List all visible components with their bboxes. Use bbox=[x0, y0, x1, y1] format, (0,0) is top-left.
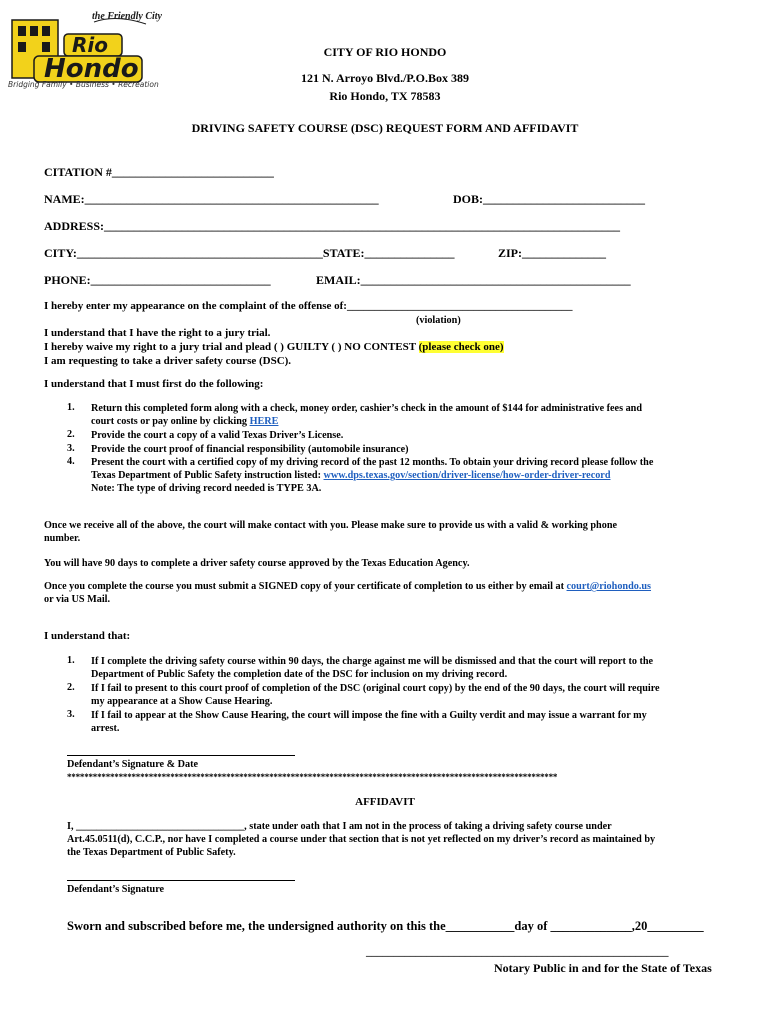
notary-signature-line[interactable]: _______________________________________________________ bbox=[366, 946, 669, 958]
plea-line bbox=[44, 341, 504, 353]
city-name: CITY OF RIO HONDO bbox=[323, 45, 447, 59]
defendant-signature-line[interactable] bbox=[67, 880, 295, 881]
understand-text: my appearance at a Show Cause Hearing. bbox=[91, 696, 273, 707]
requirement-text-prefix: court costs or pay online by clicking bbox=[91, 416, 250, 427]
requirement-text: Present the court with a certified copy of my driving record of the past 12 months. To obtain your driving record please follow the bbox=[91, 457, 654, 468]
requirements-intro: I understand that I must first do the following: bbox=[44, 378, 264, 390]
requirement-number: 4. bbox=[67, 456, 75, 467]
requirement-text-cont bbox=[91, 415, 642, 428]
form-title: DRIVING SAFETY COURSE (DSC) REQUEST FORM AND AFFIDAVIT bbox=[191, 121, 579, 135]
requirement-item bbox=[91, 402, 642, 428]
contact-notice-line: Once we receive all of the above, the court will make contact with you. Please make sure to provide us with a valid & working phone bbox=[44, 520, 618, 531]
city-state-field[interactable]: CITY:_________________________________________STATE:_______________ bbox=[44, 246, 455, 260]
affidavit-text: Art.45.0511(d), C.C.P., nor have I completed a course under that section that is not yet reflected on my driver’s record as maintained by bbox=[67, 834, 656, 845]
affidavit-text[interactable]: I, _________________________________, state under oath that I am not in the process of taking a driving safety course under bbox=[67, 821, 612, 832]
affidavit-title: AFFIDAVIT bbox=[355, 796, 415, 808]
requirement-number: 2. bbox=[67, 429, 75, 440]
address-field[interactable]: ADDRESS:______________________________________________________________________________________ bbox=[44, 219, 621, 233]
requirement-number: 3. bbox=[67, 443, 75, 454]
pay-online-link[interactable]: HERE bbox=[249, 416, 279, 427]
requirement-text-cont bbox=[91, 469, 653, 482]
logo-word-rio: Rio bbox=[72, 33, 108, 57]
plea-options[interactable]: I hereby waive my right to a jury trial and plead ( ) GUILTY ( ) NO CONTEST bbox=[44, 341, 419, 353]
citation-field[interactable]: CITATION #___________________________ bbox=[44, 165, 274, 179]
understand-number: 2. bbox=[67, 682, 75, 693]
understand-number: 1. bbox=[67, 655, 75, 666]
understand-intro: I understand that: bbox=[44, 630, 131, 642]
city-address-line2: Rio Hondo, TX 78583 bbox=[329, 89, 441, 103]
understand-text: If I fail to appear at the Show Cause Hearing, the court will impose the fine with a Guilty verdit and may issue a warrant for my bbox=[91, 710, 647, 721]
affidavit-text: the Texas Department of Public Safety. bbox=[67, 847, 236, 858]
email-field[interactable]: EMAIL:_____________________________________________ bbox=[316, 273, 631, 287]
zip-field[interactable]: ZIP:______________ bbox=[498, 246, 606, 260]
contact-notice-line: number. bbox=[44, 533, 81, 544]
sworn-statement[interactable]: Sworn and subscribed before me, the undersigned authority on this the___________day of _____________,20_________ bbox=[67, 919, 704, 933]
requirement-note: Note: The type of driving record needed is TYPE 3A. bbox=[91, 483, 322, 494]
logo-tagline-top: the Friendly City bbox=[92, 11, 162, 22]
ninety-days-notice: You will have 90 days to complete a driver safety course approved by the Texas Education Agency. bbox=[44, 558, 470, 569]
defendant-signature-date-line[interactable] bbox=[67, 755, 295, 756]
requirement-number: 1. bbox=[67, 402, 75, 413]
understand-text: arrest. bbox=[91, 723, 120, 734]
submit-notice-text: Once you complete the course you must submit a SIGNED copy of your certificate of completion to us either by email at bbox=[44, 581, 567, 592]
dob-field[interactable]: DOB:___________________________ bbox=[453, 192, 645, 206]
requirement-text: Provide the court a copy of a valid Texas Driver’s License. bbox=[91, 430, 344, 441]
understand-text: Department of Public Safety the completion date of the DSC for inclusion on my driving record. bbox=[91, 669, 508, 680]
section-separator: ****************************************************************************************************************** bbox=[67, 772, 558, 782]
phone-field[interactable]: PHONE:______________________________ bbox=[44, 273, 271, 287]
court-email-link[interactable]: court@riohondo.us bbox=[566, 581, 652, 592]
defendant-signature-label: Defendant’s Signature bbox=[67, 884, 165, 895]
understand-item bbox=[91, 655, 653, 681]
affidavit-body bbox=[67, 820, 655, 859]
contact-notice bbox=[44, 519, 617, 545]
understand-number: 3. bbox=[67, 709, 75, 720]
logo-word-hondo: Hondo bbox=[44, 54, 139, 84]
understand-text: If I complete the driving safety course within 90 days, the charge against me will be dismissed and that the court will report to the bbox=[91, 656, 654, 667]
plea-highlight-note: (please check one) bbox=[418, 341, 504, 353]
appearance-statement[interactable]: I hereby enter my appearance on the complaint of the offense of:_________________________________________ bbox=[44, 300, 573, 312]
understand-item bbox=[91, 709, 647, 735]
requirement-text: Return this completed form along with a check, money order, cashier’s check in the amount of $144 for administrative fees and bbox=[91, 403, 643, 414]
defendant-signature-date-label: Defendant’s Signature & Date bbox=[67, 759, 199, 770]
requirement-text-prefix: Texas Department of Public Safety instruction listed: bbox=[91, 470, 324, 481]
dps-driving-record-link[interactable]: www.dps.texas.gov/section/driver-license/how-order-driver-record bbox=[323, 470, 611, 481]
logo-subtitle: Bridging Family • Business • Recreation bbox=[8, 80, 159, 89]
notary-label: Notary Public in and for the State of Texas bbox=[494, 961, 712, 975]
requirement-text: Provide the court proof of financial responsibility (automobile insurance) bbox=[91, 444, 409, 455]
dsc-request-statement: I am requesting to take a driver safety course (DSC). bbox=[44, 355, 292, 367]
submit-notice bbox=[44, 580, 651, 606]
submit-notice-line: or via US Mail. bbox=[44, 594, 111, 605]
understand-item bbox=[91, 682, 660, 708]
jury-right-statement: I understand that I have the right to a jury trial. bbox=[44, 327, 271, 339]
requirement-item bbox=[91, 456, 653, 495]
name-field[interactable]: NAME:_________________________________________________ bbox=[44, 192, 379, 206]
city-address-line1: 121 N. Arroyo Blvd./P.O.Box 389 bbox=[300, 71, 470, 85]
understand-text: If I fail to present to this court proof of completion of the DSC (original court copy) by the end of the 90 days, the court will require bbox=[91, 683, 660, 694]
violation-label: (violation) bbox=[416, 315, 461, 326]
